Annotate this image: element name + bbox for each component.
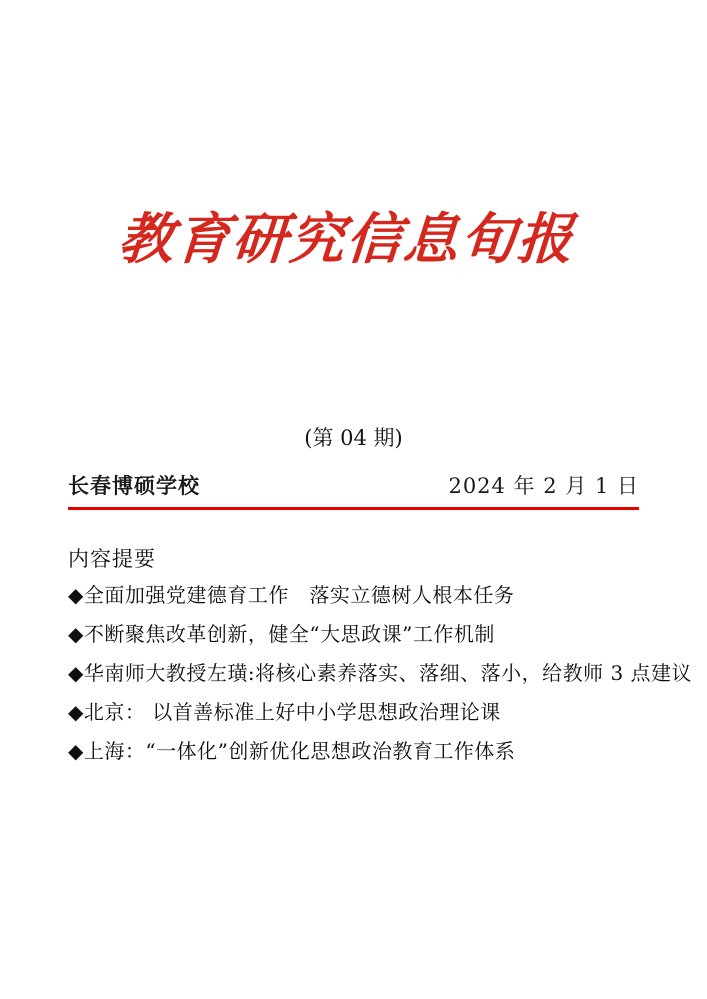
organization-name: 长春博硕学校 xyxy=(68,473,200,498)
summary-list xyxy=(68,580,693,766)
summary-item: ◆华南师大教授左璜:将核心素养落实、落细、落小，给教师 3 点建议 xyxy=(68,661,693,685)
red-divider-rule xyxy=(68,507,639,510)
summary-item: ◆不断聚焦改革创新，健全“大思政课”工作机制 xyxy=(68,622,495,646)
summary-heading: 内容提要 xyxy=(68,547,156,571)
masthead-info-row xyxy=(68,472,639,500)
newsletter-title: 教育研究信息旬报 xyxy=(116,206,577,271)
issue-number: (第 04 期) xyxy=(304,426,403,450)
summary-item: ◆北京： 以首善标准上好中小学思想政治理论课 xyxy=(68,700,501,724)
summary-item: ◆全面加强党建德育工作 落实立德树人根本任务 xyxy=(68,583,515,607)
summary-item: ◆上海：“一体化”创新优化思想政治教育工作体系 xyxy=(68,739,516,763)
issue-date: 2024 年 2 月 1 日 xyxy=(448,474,639,498)
